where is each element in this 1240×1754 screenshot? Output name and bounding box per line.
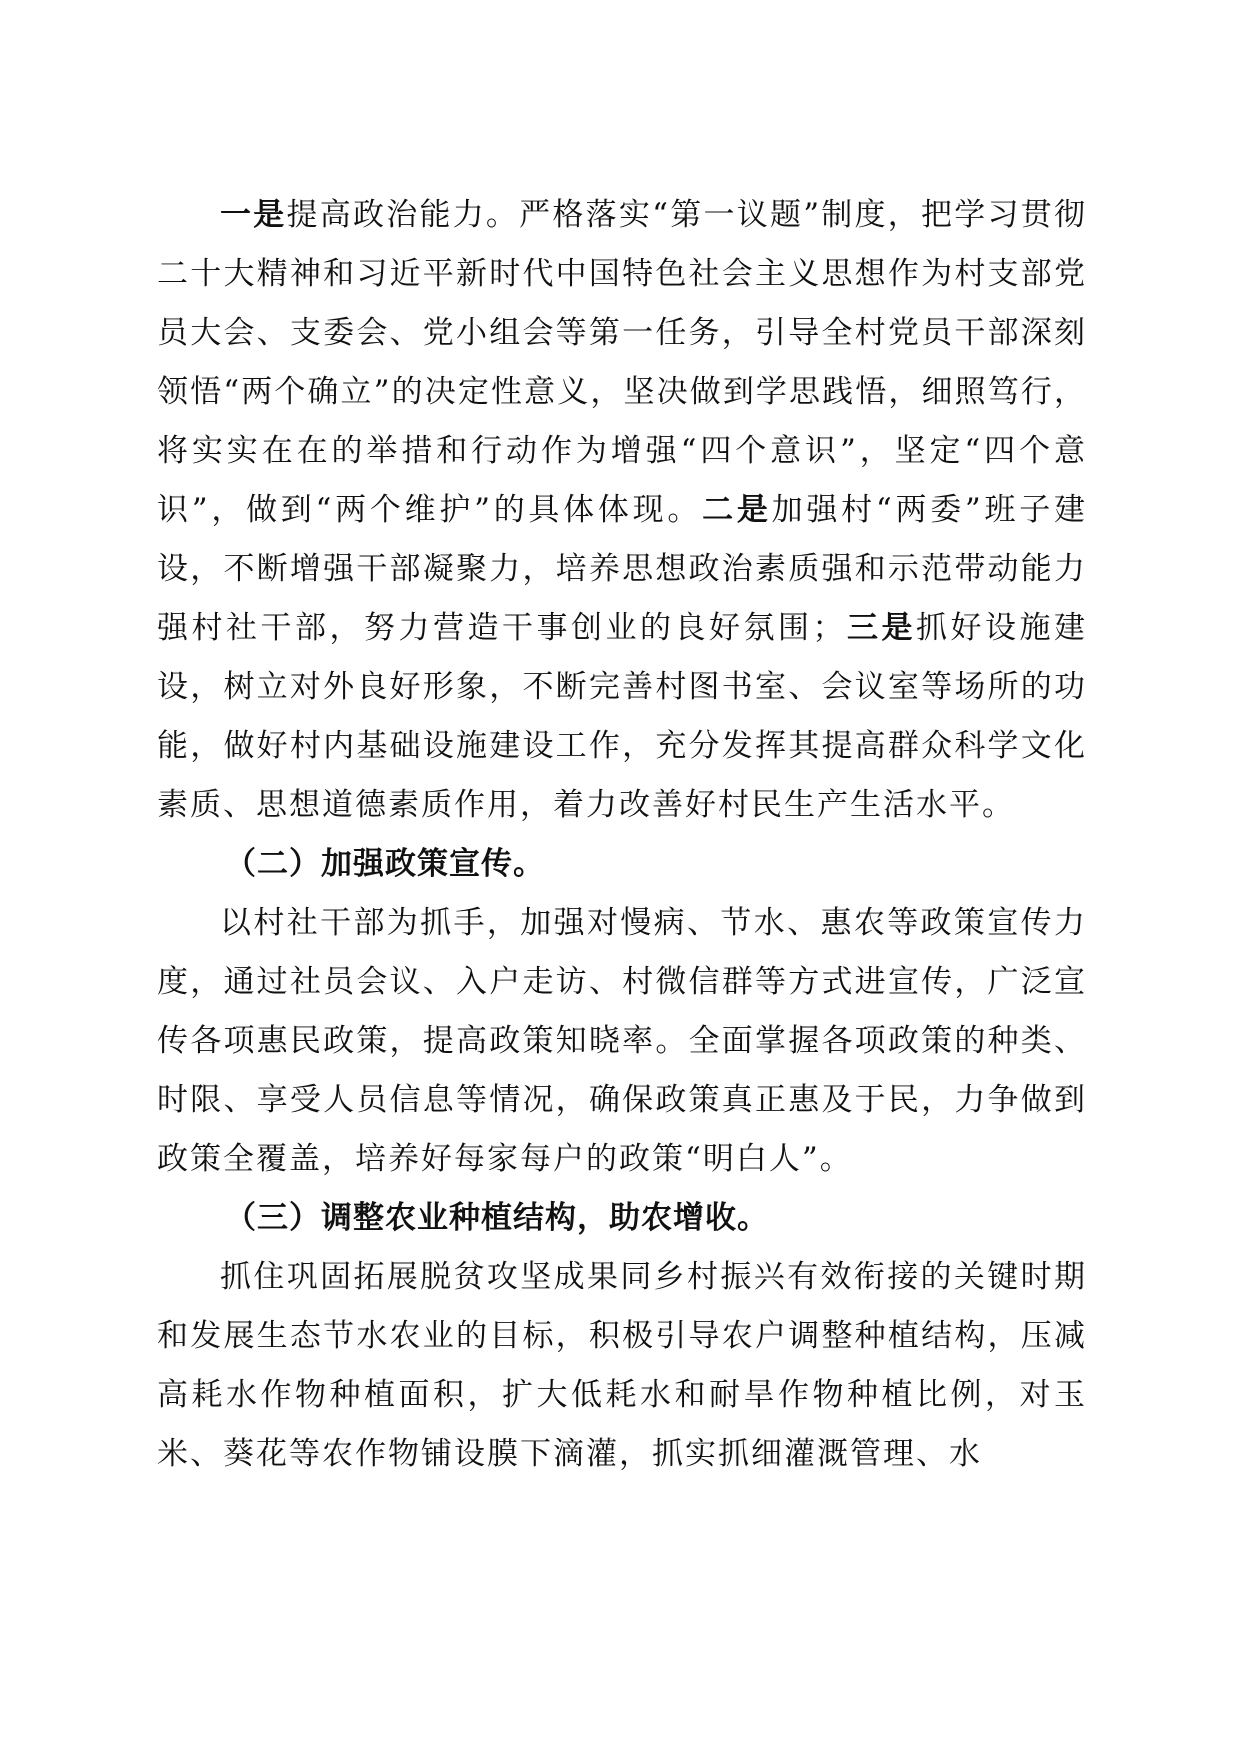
lead-second: 二是 — [702, 492, 772, 528]
text-third: 抓好设施建设，树立对外良好形象，不断完善村图书室、会议室等场所的功能，做好村内基础设施建设工作，充分发挥其提高群众科学文化素质、思想道德素质作用，着力改善好村民生产生活水平。 — [157, 610, 1087, 823]
heading-planting-structure: （三）调整农业种植结构，助农增收。 — [225, 1200, 769, 1236]
text-second: 加强村“两委”班子建设，不断增强干部凝聚力，培养思想政治素质强和示范带动能力强村社干部，努力营造干事创业的良好氛围； — [157, 492, 1088, 646]
paragraph-planting-structure: 抓住巩固拓展脱贫攻坚成果同乡村振兴有效衔接的关键时期和发展生态节水农业的目标，积极引导农户调整种植结构，压减高耗水作物种植面积，扩大低耗水和耐旱作物种植比例，对玉米、葵花等农作物铺设膜下滴灌，抓实抓细灌溉管理、水 — [157, 1259, 1087, 1472]
lead-first: 一是 — [220, 197, 287, 233]
paragraph-political-capacity — [157, 186, 1087, 835]
paragraph-policy-publicity: 以村社干部为抓手，加强对慢病、节水、惠农等政策宣传力度，通过社员会议、入户走访、村微信群等方式进宣传，广泛宣传各项惠民政策，提高政策知晓率。全面掌握各项政策的种类、时限、享受人员信息等情况，确保政策真正惠及于民，力争做到政策全覆盖，培养好每家每户的政策“明白人”。 — [157, 905, 1087, 1177]
heading-policy-publicity: （二）加强政策宣传。 — [225, 846, 545, 882]
text-first: 提高政治能力。严格落实“第一议题”制度，把学习贯彻二十大精神和习近平新时代中国特色社会主义思想作为村支部党员大会、支委会、党小组会等第一任务，引导全村党员干部深刻领悟“两个确立”的决定性意义，坚决做到学思践悟，细照笃行，将实实在在的举措和行动作为增强“四个意识”，坚定“四个意识”，做到“两个维护”的具体体现。 — [157, 197, 1087, 528]
lead-third: 三是 — [845, 610, 916, 646]
document-page — [157, 186, 1087, 1484]
